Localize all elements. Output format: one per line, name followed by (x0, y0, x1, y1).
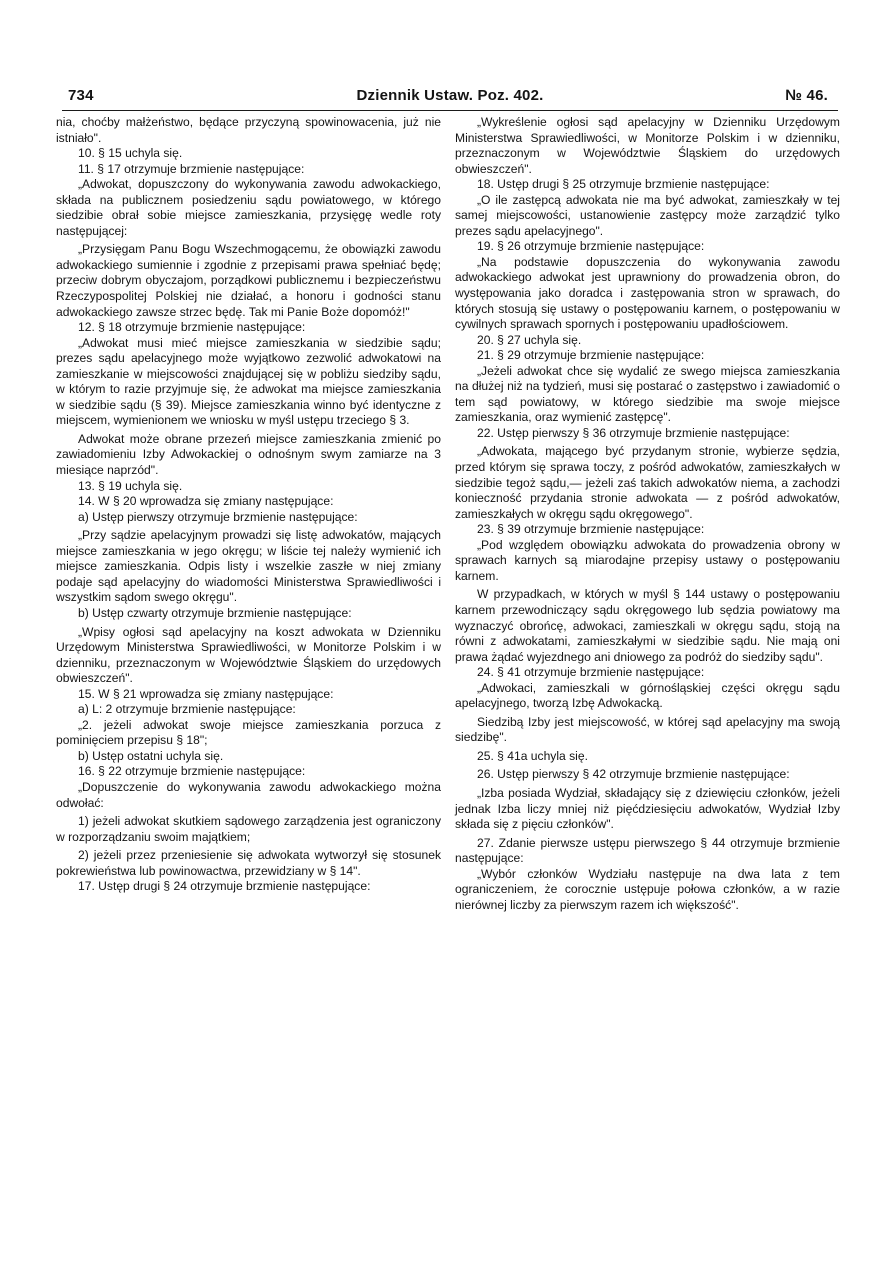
left-column (56, 115, 441, 895)
paragraph: „Adwokat, dopuszczony do wykonywania zawodu adwokackiego, składa na publicznem posiedzeniu sądu powiatowego, w którego siedzibie obrał sobie miejsce zamieszkania, przysięgę wedle roty następującej: (56, 177, 441, 238)
issue-number: № 46. (785, 87, 828, 104)
page-number: 734 (68, 87, 94, 104)
paragraph: 13. § 19 uchyla się. (78, 478, 183, 493)
paragraph: 12. § 18 otrzymuje brzmienie następujące: (78, 320, 306, 335)
paragraph: 26. Ustęp pierwszy § 42 otrzymuje brzmienie następujące: (477, 767, 790, 782)
paragraph: 24. § 41 otrzymuje brzmienie następujące: (477, 665, 705, 680)
paragraph: 14. W § 20 wprowadza się zmiany następujące: (78, 494, 334, 509)
paragraph: nia, choćby małżeństwo, będące przyczyną spowinowacenia, już nie istniało". (56, 115, 441, 145)
paragraph: „Wykreślenie ogłosi sąd apelacyjny w Dzienniku Urzędowym Ministerstwa Sprawiedliwości, w Monitorze Polskim i w dzienniku, przeznaczonym w Województwie Śląskiem do urzędowych obwieszczeń". (455, 115, 840, 176)
paragraph: 21. § 29 otrzymuje brzmienie następujące: (477, 348, 705, 363)
paragraph: „Adwokaci, zamieszkali w górnośląskiej części okręgu sądu apelacyjnego, tworzą Izbę Adwokacką. (455, 680, 840, 711)
paragraph: 25. § 41a uchyla się. (477, 748, 588, 763)
paragraph: b) Ustęp ostatni uchyla się. (78, 748, 224, 763)
paragraph: a) L: 2 otrzymuje brzmienie następujące: (78, 702, 296, 717)
paragraph: 11. § 17 otrzymuje brzmienie następujące: (78, 161, 305, 176)
paragraph: 20. § 27 uchyla się. (477, 332, 582, 347)
paragraph: „Izba posiada Wydział, składający się z dziewięciu członków, jeżeli jednak Izba liczy mniej niż pięćdziesięciu adwokatów, Wydział Izby składa się z pięciu członków". (455, 785, 840, 832)
paragraph: „Wybór członków Wydziału następuje na dwa lata z tem ograniczeniem, że corocznie ustępuje połowa członków, a w razie nierównej liczby za pierwszym razem ich większość". (455, 866, 840, 912)
paragraph: 27. Zdanie pierwsze ustępu pierwszego § 44 otrzymuje brzmienie następujące: (455, 835, 840, 866)
paragraph: „Adwokat musi mieć miejsce zamieszkania w siedzibie sądu; prezes sądu apelacyjnego może wyjątkowo zezwolić adwokatowi na zamieszkanie w miejscowości znajdującej się w pobliżu siedziby sądu, w którym to razie przyjmuje się, że adwokat ma miejsce zamieszkania w siedzibie sądu (§ 39). Miejsce zamieszkania winno być identyczne z miejscem, wymienionem we wniosku w myśl ustępu trzeciego § 3. (56, 335, 441, 428)
paragraph: 1) jeżeli adwokat skutkiem sądowego zarządzenia jest ograniczony w rozporządzaniu swoim majątkiem; (56, 814, 441, 844)
paragraph: „Przy sądzie apelacyjnym prowadzi się listę adwokatów, mających miejsce zamieszkania w jego okręgu; w liście tej należy wymienić ich miejsce zamieszkania. Odpis listy i wszelkie zaszłe w niej zmiany podaje sąd apelacyjny do wiadomości Ministerstwa Sprawiedliwości i wszystkim sądom swego okręgu". (56, 528, 441, 605)
paragraph: b) Ustęp czwarty otrzymuje brzmienie następujące: (78, 605, 352, 620)
paragraph: „Dopuszczenie do wykonywania zawodu adwokackiego można odwołać: (56, 779, 441, 810)
paragraph: a) Ustęp pierwszy otrzymuje brzmienie następujące: (78, 509, 358, 524)
paragraph: 22. Ustęp pierwszy § 36 otrzymuje brzmienie następujące: (477, 425, 790, 440)
paragraph: „2. jeżeli adwokat swoje miejsce zamieszkania porzuca z pominięciem przepisu § 18"; (56, 717, 441, 748)
paragraph: 10. § 15 uchyla się. (78, 146, 183, 161)
journal-title: Dziennik Ustaw. Poz. 402. (356, 87, 544, 104)
paragraph: 23. § 39 otrzymuje brzmienie następujące: (477, 522, 705, 537)
paragraph: 16. § 22 otrzymuje brzmienie następujące: (78, 764, 306, 779)
paragraph: „Pod względem obowiązku adwokata do prowadzenia obrony w sprawach karnych są miarodajne przepisy ustawy o postępowaniu karnem. (455, 537, 840, 583)
paragraph: 19. § 26 otrzymuje brzmienie następujące: (477, 239, 705, 254)
paragraph: „Jeżeli adwokat chce się wydalić ze swego miejsca zamieszkania na dłużej niż na tydzień, musi się postarać o zastępstwo i zawiadomić o tem sąd powiatowy, w którego siedzibie ma swoje miejsce zamieszkania, oraz wymienić zastępcę". (455, 363, 840, 425)
paragraph: „Adwokata, mającego być przydanym stronie, wybierze sędzia, przed którym się sprawa toczy, z pośród adwokatów, zamieszkałych w siedzibie tegoż sądu,— jeżeli zaś takich adwokatów niema, a zachodzi konieczność przydania stronie adwokata — z pośród adwokatów, zamieszkałych w okręgu sądu okręgowego". (455, 444, 840, 521)
paragraph: Adwokat może obrane przezeń miejsce zamieszkania zmienić po zawiadomieniu Izby Adwokackiej o odnośnym swym zamiarze na 3 miesiące naprzód". (56, 431, 441, 478)
paragraph: 2) jeżeli przez przeniesienie się adwokata wytworzył się stosunek pokrewieństwa lub powinowactwa, przewidziany w § 14". (56, 848, 441, 878)
paragraph: „Przysięgam Panu Bogu Wszechmogącemu, że obowiązki zawodu adwokackiego sumiennie i zgodnie z przepisami prawa spełniać będę; przeciw dobrym obyczajom, porządkowi publicznemu i bezpieczeństwu Rzeczypospolitej Polskiej nie działać, a honoru i godności stanu adwokackiego zawsze strzec będę. Tak mi Panie Boże dopomóż!" (56, 242, 441, 319)
paragraph: „Wpisy ogłosi sąd apelacyjny na koszt adwokata w Dzienniku Urzędowym Ministerstwa Sprawiedliwości, w Monitorze Polskim i w dzienniku, przeznaczonym w Województwie Śląskiem do urzędowych obwieszczeń". (56, 624, 441, 686)
paragraph: „O ile zastępcą adwokata nie ma być adwokat, zamieszkały w tej samej miejscowości, ustanowienie zastępcy może zarządzić tylko prezes sądu apelacyjnego". (455, 192, 840, 238)
paragraph: „Na podstawie dopuszczenia do wykonywania zawodu adwokackiego adwokat jest uprawniony do prowadzenia obron, do występowania jako doradca i zastępowania stron w sprawach, do których stosują się ustawy o postępowaniu karnem, o postępowaniu w cywilnych sprawach spornych i postępowaniu upadłościowem. (455, 254, 840, 332)
paragraph: 17. Ustęp drugi § 24 otrzymuje brzmienie następujące: (78, 879, 371, 894)
paragraph: 15. W § 21 wprowadza się zmiany następujące: (78, 686, 334, 701)
paragraph: W przypadkach, w których w myśl § 144 ustawy o postępowaniu karnem przewodniczący sądu okręgowego lub sędzia powiatowy ma wyznaczyć obrońcę, adwokaci, zamieszkali w okręgu sądu, stoją na równi z adwokatami, zamieszkałymi w siedzibie sądu. Nie mają oni prawa żądać wyjezdnego ani dniowego za podróż do siedziby sądu". (455, 587, 840, 664)
paragraph: 18. Ustęp drugi § 25 otrzymuje brzmienie następujące: (477, 177, 770, 192)
right-column (455, 115, 840, 913)
paragraph: Siedzibą Izby jest miejscowość, w której sąd apelacyjny ma swoją siedzibę". (455, 714, 840, 745)
page-header (62, 84, 838, 111)
